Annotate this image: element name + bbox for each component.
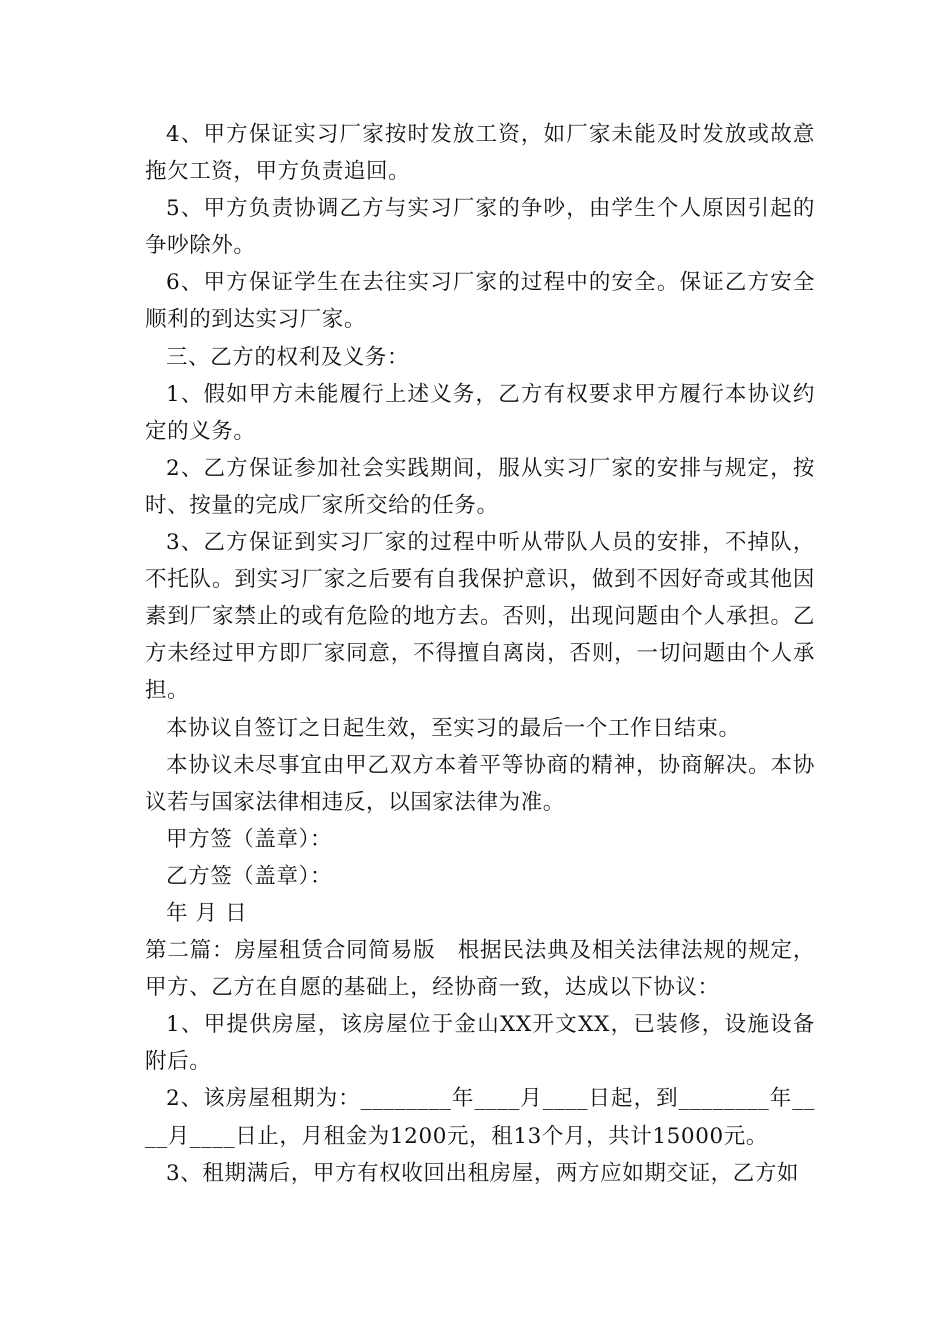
law-clause: 本协议未尽事宜由甲乙双方本着平等协商的精神，协商解决。本协议若与国家法律相违反，以国家法律为准。 (145, 752, 815, 815)
lease-clause-1: 1、甲提供房屋，该房屋位于金山XX开文XX，已装修，设施设备附后。 (145, 1012, 815, 1075)
clause-a4: 4、甲方保证实习厂家按时发放工资，如厂家未能及时发放或故意拖欠工资，甲方负责追回。 (145, 122, 815, 185)
effective-clause: 本协议自签订之日起生效，至实习的最后一个工作日结束。 (166, 715, 741, 741)
signature-party-a: 甲方签（盖章）： (166, 826, 333, 852)
signature-date: 年 月 日 (166, 900, 248, 926)
lease-clause-2: 2、该房屋租期为：________年____月____日起，到________年____月____日止，月租金为1200元，租13个月，共计15000元。 (145, 1086, 815, 1149)
document-body (145, 116, 815, 1192)
lease-clause-3: 3、租期满后，甲方有权收回出租房屋，两方应如期交证，乙方如 (166, 1160, 800, 1186)
part-two-heading: 第二篇：房屋租赁合同简易版 根据民法典及相关法律法规的规定，甲方、乙方在自愿的基础上，经协商一致，达成以下协议： (145, 938, 815, 1001)
clause-a6: 6、甲方保证学生在去往实习厂家的过程中的安全。保证乙方安全顺利的到达实习厂家。 (145, 270, 815, 333)
signature-party-b: 乙方签（盖章）： (166, 863, 333, 889)
clause-b3: 3、乙方保证到实习厂家的过程中听从带队人员的安排，不掉队，不托队。到实习厂家之后要有自我保护意识，做到不因好奇或其他因素到厂家禁止的或有危险的地方去。否则，出现问题由个人承担。乙方未经过甲方即厂家同意，不得擅自离岗，否则，一切问题由个人承担。 (145, 530, 815, 704)
clause-a5: 5、甲方负责协调乙方与实习厂家的争吵，由学生个人原因引起的争吵除外。 (145, 196, 815, 259)
section-heading-party-b: 三、乙方的权利及义务： (166, 344, 410, 370)
clause-b2: 2、乙方保证参加社会实践期间，服从实习厂家的安排与规定，按时、按量的完成厂家所交给的任务。 (145, 455, 815, 518)
clause-b1: 1、假如甲方未能履行上述义务，乙方有权要求甲方履行本协议约定的义务。 (145, 381, 815, 444)
